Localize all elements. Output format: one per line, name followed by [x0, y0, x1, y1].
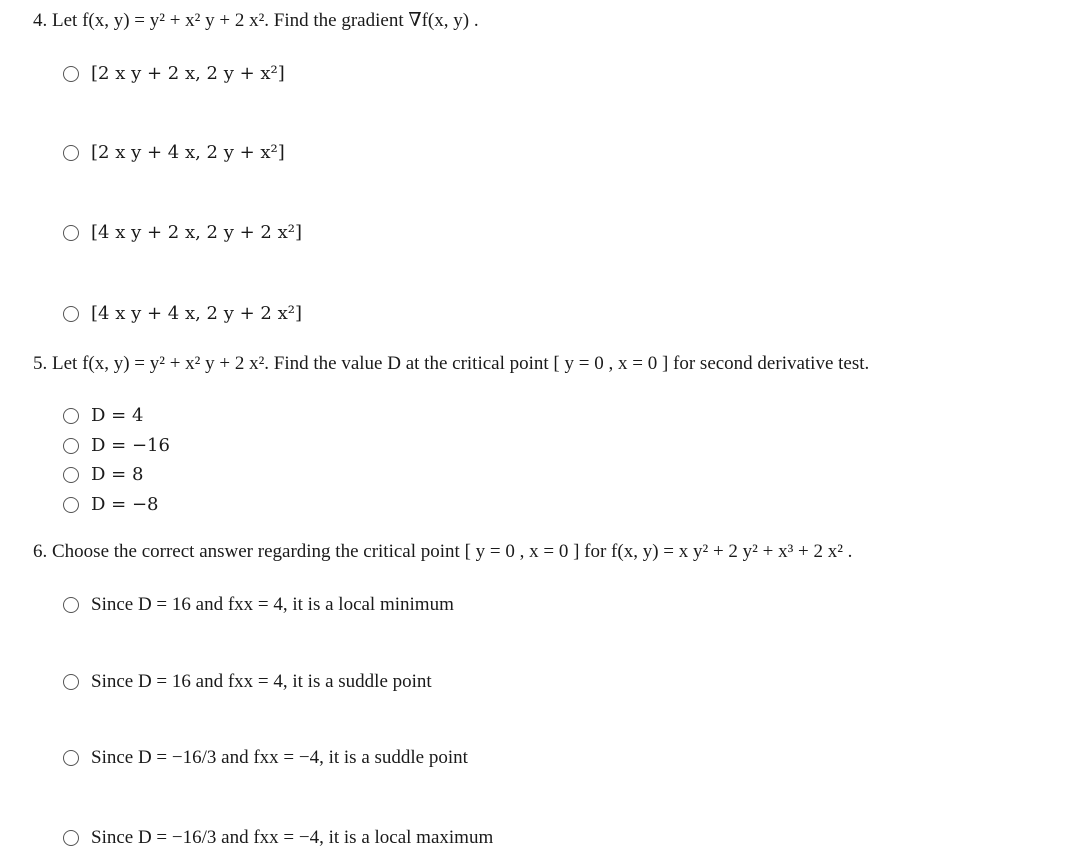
question-4-prompt	[33, 9, 479, 33]
radio-button[interactable]	[63, 674, 79, 690]
q6-option-3[interactable]	[63, 746, 468, 770]
q5-option-4-label: D = −8	[91, 494, 159, 515]
question-4-text: 4. Let f(x, y) = y² + x² y + 2 x². Find the gradient ∇f(x, y) .	[33, 10, 479, 31]
radio-button[interactable]	[63, 497, 79, 513]
radio-button[interactable]	[63, 438, 79, 454]
q4-option-4[interactable]	[63, 302, 302, 326]
radio-button[interactable]	[63, 145, 79, 161]
q6-option-2[interactable]	[63, 670, 432, 694]
q6-option-1[interactable]	[63, 593, 454, 617]
question-5-prompt	[33, 352, 869, 376]
radio-button[interactable]	[63, 408, 79, 424]
radio-button[interactable]	[63, 467, 79, 483]
q6-option-4-label: Since D = −16/3 and fxx = −4, it is a local maximum	[91, 827, 494, 848]
q6-option-3-label: Since D = −16/3 and fxx = −4, it is a suddle point	[91, 747, 468, 768]
question-6-text: 6. Choose the correct answer regarding the critical point [ y = 0 , x = 0 ] for f(x, y) = x y² + 2 y² + x³ + 2 x² .	[33, 541, 853, 562]
radio-button[interactable]	[63, 830, 79, 846]
radio-button[interactable]	[63, 306, 79, 322]
radio-button[interactable]	[63, 750, 79, 766]
q5-option-3[interactable]	[63, 463, 143, 487]
q6-option-4[interactable]	[63, 826, 493, 850]
q4-option-3[interactable]	[63, 221, 302, 245]
q6-option-1-label: Since D = 16 and fxx = 4, it is a local minimum	[91, 594, 454, 615]
q4-option-2[interactable]	[63, 141, 285, 165]
q4-option-1[interactable]	[63, 62, 285, 86]
q5-option-3-label: D = 8	[91, 464, 144, 485]
q5-option-2[interactable]	[63, 434, 170, 458]
q4-option-3-label: [4 x y + 2 x, 2 y + 2 x²]	[91, 222, 302, 243]
q5-option-4[interactable]	[63, 493, 159, 517]
q4-option-4-label: [4 x y + 4 x, 2 y + 2 x²]	[91, 303, 302, 324]
q5-option-1-label: D = 4	[91, 405, 144, 426]
q6-option-2-label: Since D = 16 and fxx = 4, it is a suddle point	[91, 671, 432, 692]
q4-option-1-label: [2 x y + 2 x, 2 y + x²]	[91, 63, 285, 84]
q5-option-2-label: D = −16	[91, 435, 170, 456]
radio-button[interactable]	[63, 597, 79, 613]
question-6-prompt	[33, 540, 852, 564]
radio-button[interactable]	[63, 66, 79, 82]
question-5-text: 5. Let f(x, y) = y² + x² y + 2 x². Find the value D at the critical point [ y = 0 , x = 0 ] for second derivative test.	[33, 353, 870, 374]
q4-option-2-label: [2 x y + 4 x, 2 y + x²]	[91, 142, 285, 163]
q5-option-1[interactable]	[63, 404, 143, 428]
radio-button[interactable]	[63, 225, 79, 241]
